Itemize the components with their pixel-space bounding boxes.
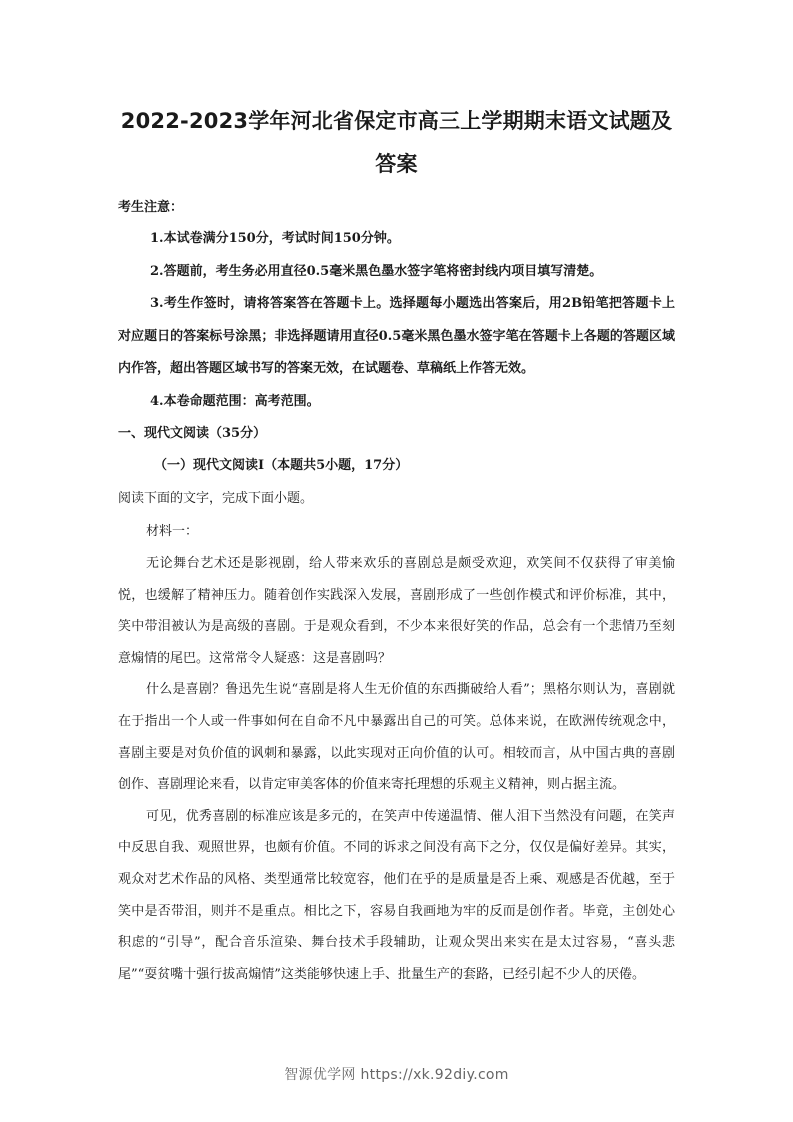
section-heading: 一、现代文阅读（35分） xyxy=(118,426,267,441)
note-item: 2.答题前，考生务必用直径0.5毫米黑色墨水签字笔将密封线内项目填写清楚。 xyxy=(150,263,603,279)
reading-instruction: 阅读下面的文字，完成下面小题。 xyxy=(118,491,314,506)
subsection-heading: （一）现代文阅读Ⅰ（本题共5小题，17分） xyxy=(154,458,409,473)
material-label: 材料一： xyxy=(146,524,199,539)
note-item: 4.本卷命题范围：高考范围。 xyxy=(150,393,320,409)
body-paragraph: 可见，优秀喜剧的标准应该是多元的，在笑声中传递温情、催人泪下当然没有问题，在笑声中反思自我、观照世界，也颇有价值。不同的诉求之间没有高下之分，仅仅是偏好差异。其实，观众对艺术作品的风格、类型通常比较宽容，他们在乎的是质量是否上乘、观感是否优越，至于笑中是否带泪，则并不是重点。相比之下，容易自我画地为牢的反而是创作者。毕竟，主创处心积虑的“引导”，配合音乐渲染、舞台技术手段辅助，让观众哭出来实在是太过容易，“喜头悲尾”“耍贫嘴十强行拔高煽情”这类能够快速上手、批量生产的套路，已经引起不少人的厌倦。 xyxy=(118,808,675,982)
note-item: 1.本试卷满分150分，考试时间150分钟。 xyxy=(150,231,400,246)
notes-heading: 考生注意： xyxy=(118,200,184,215)
document-title: 2022-2023学年河北省保定市高三上学期期末语文试题及答案 xyxy=(120,109,673,176)
body-paragraph: 无论舞台艺术还是影视剧，给人带来欢乐的喜剧总是颇受欢迎，欢笑间不仅获得了审美愉悦，也缓解了精神压力。随着创作实践深入发展，喜剧形成了一些创作模式和评价标准，其中，笑中带泪被认为是高级的喜剧。于是观众看到，不少本来很好笑的作品，总会有一个悲情乃至刻意煽情的尾巴。这常常令人疑惑：这是喜剧吗？ xyxy=(118,556,675,666)
footer-watermark[interactable]: 智源优学网 https://xk.92diy.com xyxy=(284,1067,509,1083)
body-paragraph: 什么是喜剧？鲁迅先生说“喜剧是将人生无价值的东西撕破给人看”；黑格尔则认为，喜剧就在于指出一个人或一件事如何在自命不凡中暴露出自己的可笑。总体来说，在欧洲传统观念中，喜剧主要是对负价值的讽刺和暴露，以此实现对正向价值的认可。相较而言，从中国古典的喜剧创作、喜剧理论来看，以肯定审美客体的价值来寄托理想的乐观主义精神，则占据主流。 xyxy=(118,682,675,793)
note-item: 3.考生作签时，请将答案答在答题卡上。选择题每小题选出答案后，用2B铅笔把答题卡上对应题日的答案标号涂黑；非选择题请用直径0.5毫米黑色墨水签字笔在答题卡上各题的答题区域内作答，超出答题区域书写的答案无效，在试题卷、草稿纸上作答无效。 xyxy=(118,296,675,376)
